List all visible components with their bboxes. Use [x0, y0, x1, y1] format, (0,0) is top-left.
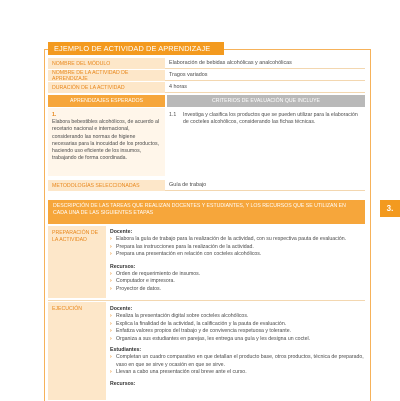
stages-description-band: DESCRIPCIÓN DE LAS TAREAS QUE REALIZAN DOCENTES Y ESTUDIANTES, Y LOS RECURSOS QUE SE UTILIZAN EN CADA UNA DE LAS SIGUIENTES ETAPAS	[48, 200, 365, 224]
list-item: › Enfatiza valores propios del trabajo y de convivencia respetuosa y tolerante.	[110, 328, 365, 335]
ejecucion-estudiantes-heading: Estudiantes:	[110, 347, 142, 354]
row-modulo	[48, 58, 365, 69]
aprendizajes-header: APRENDIZAJES ESPERADOS	[48, 95, 165, 107]
criteria-body-row	[48, 108, 365, 176]
ejecucion-label: EJECUCIÓN	[48, 302, 106, 400]
criterio-number: 1.1	[169, 112, 177, 118]
ejecucion-estudiantes-list	[110, 354, 365, 376]
aprendizaje-number: 1.	[52, 112, 57, 118]
stage-separator	[48, 300, 365, 301]
preparacion-recursos-list	[110, 271, 365, 293]
ejecucion-body	[110, 304, 365, 388]
list-item: › Orden de requerimiento de insumos.	[110, 271, 365, 278]
preparacion-label: PREPARACIÓN DE LA ACTIVIDAD	[48, 226, 106, 298]
duracion-label: DURACIÓN DE LA ACTIVIDAD	[48, 82, 165, 93]
preparacion-docente-heading: Docente:	[110, 229, 133, 235]
ejecucion-docente-list	[110, 313, 365, 343]
ejecucion-docente-heading: Docente:	[110, 306, 133, 312]
list-item: › Completan un cuadro comparativo en que detallan el producto base, otros productos, técnica de preparado, vaso en que se sirve y ocasión en que se sirve.	[110, 354, 365, 369]
row-metodologias	[48, 180, 365, 191]
list-item: › Organiza a sus estudiantes en parejas, les entrega una guía y les designa un coctel.	[110, 336, 365, 343]
metodologias-value: Guía de trabajo	[165, 180, 365, 191]
modulo-label: NOMBRE DEL MÓDULO	[48, 58, 165, 69]
actividad-label: NOMBRE DE LA ACTIVIDAD DE APRENDIZAJE	[48, 70, 165, 81]
list-item: › Prepara una presentación en relación con cocteles alcohólicos.	[110, 251, 365, 258]
row-actividad	[48, 70, 365, 81]
metodologias-label: METODOLOGÍAS SELECCIONADAS	[48, 180, 165, 191]
criteria-header-row	[48, 95, 365, 107]
list-item: › Computador e impresora.	[110, 278, 365, 285]
document-title: EJEMPLO DE ACTIVIDAD DE APRENDIZAJE	[48, 42, 224, 55]
list-item: › Explica la finalidad de la actividad, la calificación y la pauta de evaluación.	[110, 321, 365, 328]
aprendizaje-cell	[48, 108, 165, 176]
preparacion-docente-list	[110, 236, 365, 258]
criterio-cell	[165, 108, 365, 176]
actividad-value: Tragos variados	[165, 70, 365, 81]
preparacion-body	[110, 227, 365, 293]
modulo-value: Elaboración de bebidas alcohólicas y analcohólicas	[165, 58, 365, 69]
list-item: › Elabora la guía de trabajo para la realización de la actividad, con su respectiva pauta de evaluación.	[110, 236, 365, 243]
preparacion-recursos-heading: Recursos:	[110, 263, 136, 270]
aprendizaje-text: Elabora bebestibles alcohólicos, de acuerdo al recetario nacional e internacional, considerando las normas de higiene necesarias para la inocuidad de los productos, haciendo uso eficiente de los insumos, trabajando de forma coordinada.	[52, 119, 159, 162]
list-item: › Proyector de datos.	[110, 286, 365, 293]
ejecucion-recursos-heading: Recursos:	[110, 380, 136, 387]
criterios-header: CRITERIOS DE EVALUACIÓN QUE INCLUYE	[167, 95, 365, 107]
list-item: › Llevan a cabo una presentación oral breve ante el curso.	[110, 369, 365, 376]
criterio-text: Investiga y clasifica los productos que se pueden utilizar para la elaboración de cocteles alcohólicos, considerando las fichas técnicas.	[183, 112, 358, 126]
list-item: › Realiza la presentación digital sobre cocteles alcohólicos.	[110, 313, 365, 320]
row-duracion	[48, 82, 365, 93]
duracion-value: 4 horas	[165, 82, 365, 93]
page-number: 3.	[380, 200, 400, 217]
list-item: › Prepara las instrucciones para la realización de la actividad.	[110, 244, 365, 251]
